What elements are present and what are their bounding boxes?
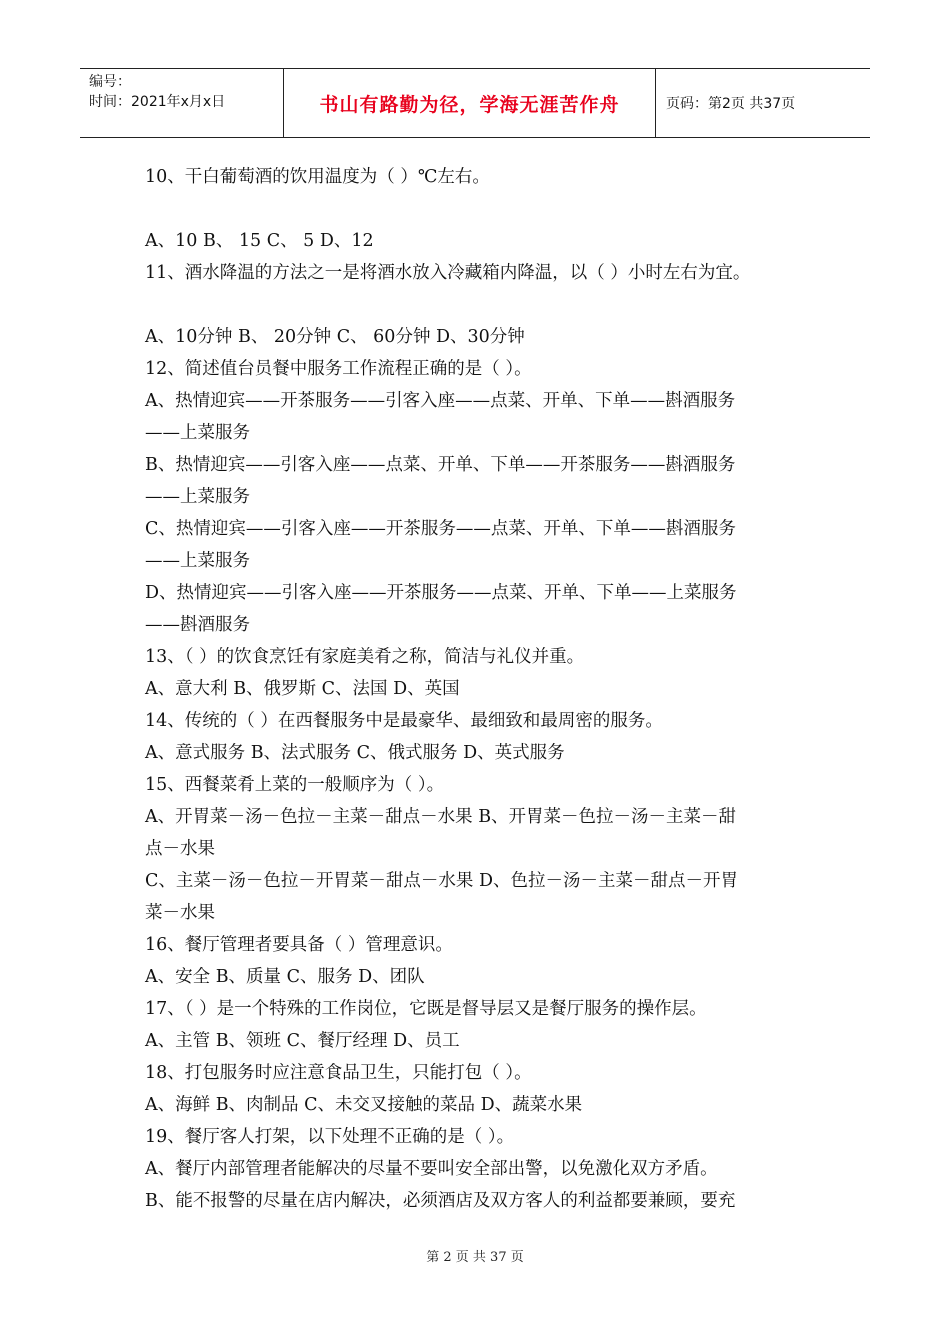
options-17: A、主管 B、领班 C、餐厅经理 D、员工 xyxy=(145,1031,460,1051)
header-left-cell xyxy=(80,69,283,137)
question-17: 17、（ ）是一个特殊的工作岗位，它既是督导层又是餐厅服务的操作层。 xyxy=(145,999,707,1019)
time-label: 时间：2021年x月x日 xyxy=(89,94,226,110)
options-10: A、10 B、 15 C、 5 D、12 xyxy=(145,231,374,251)
options-18: A、海鲜 B、肉制品 C、未交叉接触的菜品 D、蔬菜水果 xyxy=(145,1095,583,1115)
question-14: 14、传统的（ ）在西餐服务中是最豪华、最细致和最周密的服务。 xyxy=(145,711,663,731)
option-12c-cont: ——上菜服务 xyxy=(145,551,250,571)
option-12b-cont: ——上菜服务 xyxy=(145,487,250,507)
options-15-cd: C、主菜－汤－色拉－开胃菜－甜点－水果 D、色拉－汤－主菜－甜点－开胃 xyxy=(145,871,738,891)
page-info-text: 页码：第2页 共37页 xyxy=(666,96,796,112)
option-12d-cont: ——斟酒服务 xyxy=(145,615,250,635)
options-16: A、安全 B、质量 C、服务 D、团队 xyxy=(145,967,425,987)
page-footer: 第 2 页 共 37 页 xyxy=(426,1250,524,1265)
header-table xyxy=(80,68,870,138)
question-10: 10、干白葡萄酒的饮用温度为（ ）℃左右。 xyxy=(145,167,490,187)
options-14: A、意式服务 B、法式服务 C、俄式服务 D、英式服务 xyxy=(145,743,565,763)
question-18: 18、打包服务时应注意食品卫生，只能打包（ ）。 xyxy=(145,1063,532,1083)
option-19a: A、餐厅内部管理者能解决的尽量不要叫安全部出警，以免激化双方矛盾。 xyxy=(145,1159,718,1179)
option-12c: C、热情迎宾——引客入座——开茶服务——点菜、开单、下单——斟酒服务 xyxy=(145,519,736,539)
option-12a: A、热情迎宾——开茶服务——引客入座——点菜、开单、下单——斟酒服务 xyxy=(145,391,736,411)
option-12b: B、热情迎宾——引客入座——点菜、开单、下单——开茶服务——斟酒服务 xyxy=(145,455,736,475)
options-13: A、意大利 B、俄罗斯 C、法国 D、英国 xyxy=(145,679,460,699)
number-label: 编号： xyxy=(89,74,131,90)
options-15-ab-cont: 点－水果 xyxy=(145,839,215,859)
option-12d: D、热情迎宾——引客入座——开茶服务——点菜、开单、下单——上菜服务 xyxy=(145,583,737,603)
option-19b: B、能不报警的尽量在店内解决，必须酒店及双方客人的利益都要兼顾，要充 xyxy=(145,1191,736,1211)
options-15-cd-cont: 菜－水果 xyxy=(145,903,215,923)
page-info-cell xyxy=(656,69,870,137)
motto-cell xyxy=(283,69,656,137)
question-12: 12、简述值台员餐中服务工作流程正确的是（ ）。 xyxy=(145,359,532,379)
motto-text: 书山有路勤为径，学海无涯苦作舟 xyxy=(319,93,620,116)
question-13: 13、（ ）的饮食烹饪有家庭美肴之称，简洁与礼仪并重。 xyxy=(145,647,585,667)
question-11: 11、酒水降温的方法之一是将酒水放入冷藏箱内降温，以（ ）小时左右为宜。 xyxy=(145,263,751,283)
question-19: 19、餐厅客人打架，以下处理不正确的是（ ）。 xyxy=(145,1127,515,1147)
question-16: 16、餐厅管理者要具备（ ）管理意识。 xyxy=(145,935,453,955)
options-11: A、10分钟 B、 20分钟 C、 60分钟 D、30分钟 xyxy=(145,327,525,347)
option-12a-cont: ——上菜服务 xyxy=(145,423,250,443)
question-15: 15、西餐菜肴上菜的一般顺序为（ ）。 xyxy=(145,775,445,795)
options-15-ab: A、开胃菜－汤－色拉－主菜－甜点－水果 B、开胃菜－色拉－汤－主菜－甜 xyxy=(145,807,737,827)
